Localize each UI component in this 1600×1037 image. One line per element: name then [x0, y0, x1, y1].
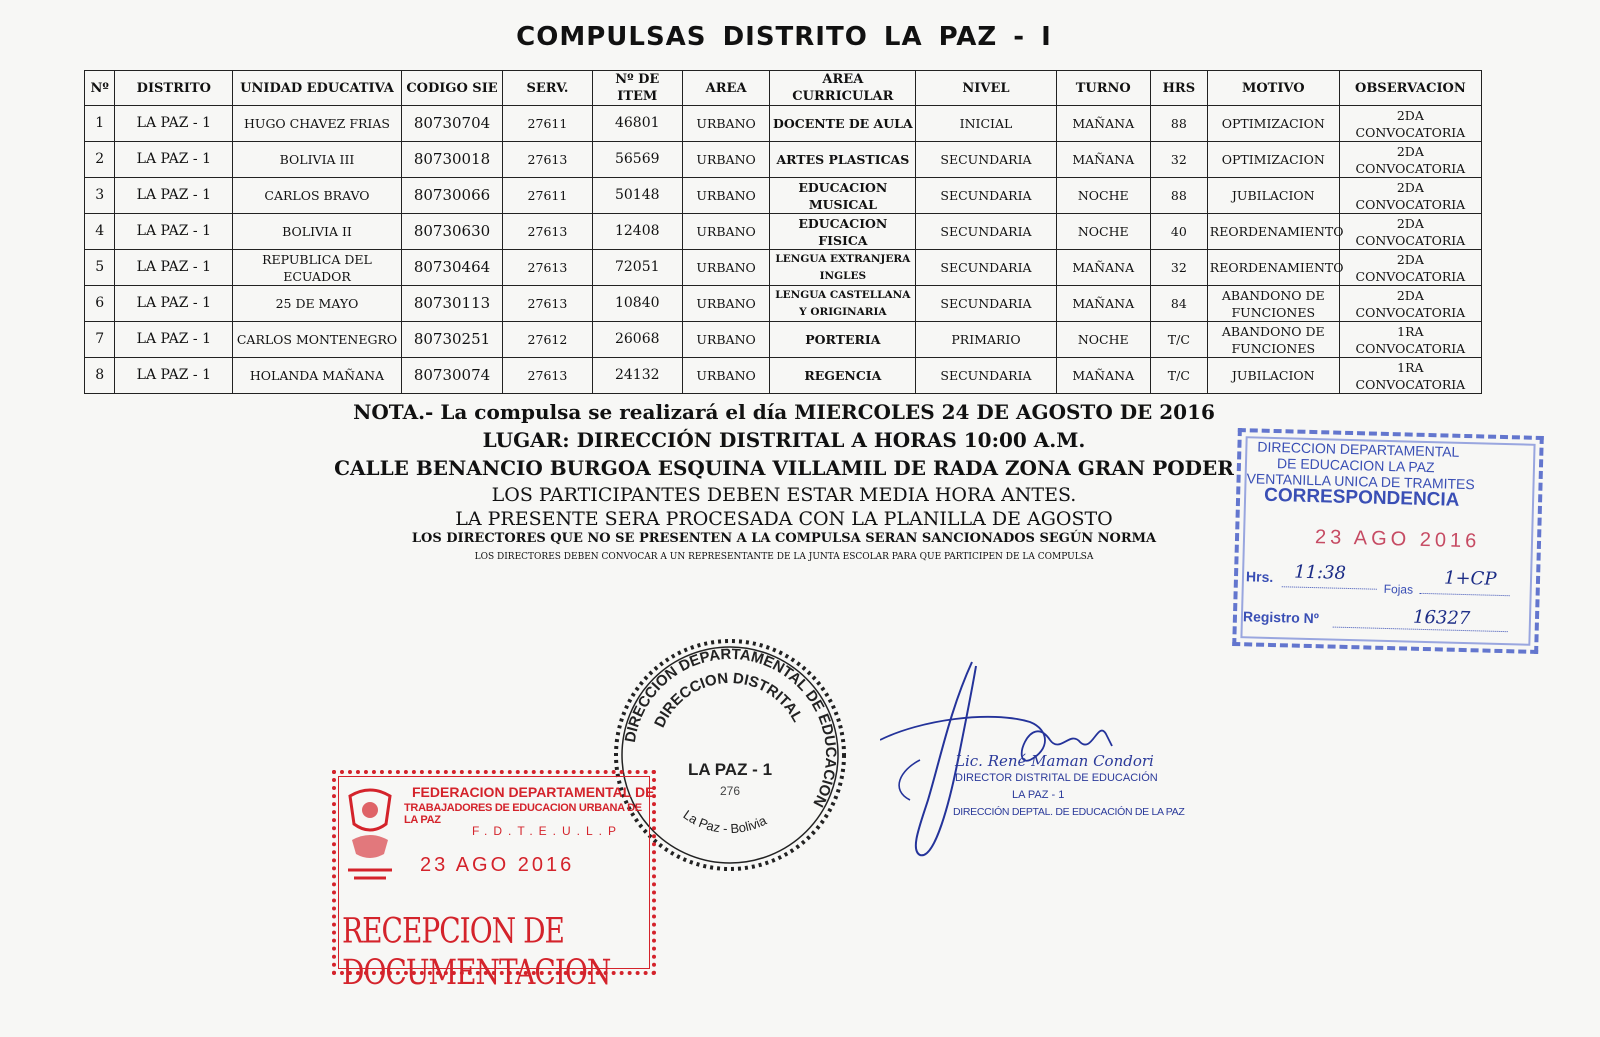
cell-codigo: 80730464 — [401, 250, 503, 286]
cell-area-curricular: REGENCIA — [770, 358, 916, 394]
column-header: MOTIVO — [1207, 71, 1339, 106]
cell-unidad: CARLOS MONTENEGRO — [233, 322, 402, 358]
cell-area-curricular: ARTES PLASTICAS — [770, 142, 916, 178]
fojas-label: Fojas — [1383, 581, 1414, 597]
note-junta: LOS DIRECTORES DEBEN CONVOCAR A UN REPRESENTANTE DE LA JUNTA ESCOLAR PARA QUE PARTICIPEN DE LA COMPULSA — [474, 552, 1094, 562]
cell-hrs: 88 — [1150, 106, 1207, 142]
cell-num: 3 — [85, 178, 115, 214]
seal-center: LA PAZ - 1 — [687, 760, 773, 779]
cell-distrito: LA PAZ - 1 — [115, 322, 233, 358]
cell-motivo: OPTIMIZACION — [1207, 142, 1339, 178]
cell-motivo: ABANDONO DE FUNCIONES — [1207, 286, 1339, 322]
cell-item: 50148 — [592, 178, 682, 214]
column-header: Nº — [85, 71, 115, 106]
table-header-row — [85, 71, 1482, 106]
cell-nivel: SECUNDARIA — [916, 286, 1056, 322]
stamp-acronym: F.D.T.E.U.L.P — [472, 824, 623, 838]
cell-area-curricular: EDUCACION MUSICAL — [770, 178, 916, 214]
cell-nivel: INICIAL — [916, 106, 1056, 142]
table-row — [85, 250, 1482, 286]
page-title: COMPULSAS DISTRITO LA PAZ - I — [516, 22, 1052, 52]
table-row — [85, 142, 1482, 178]
column-header: DISTRITO — [115, 71, 233, 106]
table-row — [85, 286, 1482, 322]
cell-distrito: LA PAZ - 1 — [115, 142, 233, 178]
cell-item: 10840 — [592, 286, 682, 322]
cell-serv: 27613 — [503, 358, 592, 394]
seal-bottom-text — [680, 807, 769, 836]
cell-area-curricular: DOCENTE DE AULA — [770, 106, 916, 142]
signatory-name: Lic. René Maman Condori — [955, 752, 1154, 770]
cell-codigo: 80730113 — [401, 286, 503, 322]
correspondence-stamp — [1232, 428, 1544, 654]
column-header: AREA CURRICULAR — [770, 71, 916, 106]
cell-observacion: 2DA CONVOCATORIA — [1339, 286, 1481, 322]
cell-observacion: 1RA CONVOCATORIA — [1339, 322, 1481, 358]
table-body — [85, 106, 1482, 394]
cell-area: URBANO — [682, 286, 769, 322]
cell-distrito: LA PAZ - 1 — [115, 250, 233, 286]
cell-hrs: 40 — [1150, 214, 1207, 250]
cell-observacion: 2DA CONVOCATORIA — [1339, 106, 1481, 142]
cell-unidad: BOLIVIA II — [233, 214, 402, 250]
cell-nivel: SECUNDARIA — [916, 214, 1056, 250]
cell-motivo: REORDENAMIENTO — [1207, 250, 1339, 286]
stamp-line: VENTANILLA UNICA DE TRAMITES — [1246, 470, 1475, 493]
cell-turno: MAÑANA — [1056, 358, 1150, 394]
cell-area: URBANO — [682, 358, 769, 394]
cell-unidad: HUGO CHAVEZ FRIAS — [233, 106, 402, 142]
cell-unidad: HOLANDA MAÑANA — [233, 358, 402, 394]
compulsas-table — [84, 70, 1482, 394]
cell-num: 1 — [85, 106, 115, 142]
cell-num: 4 — [85, 214, 115, 250]
cell-distrito: LA PAZ - 1 — [115, 358, 233, 394]
column-header: TURNO — [1056, 71, 1150, 106]
fojas-value: 1+CP — [1443, 567, 1497, 590]
cell-serv: 27613 — [503, 250, 592, 286]
cell-num: 5 — [85, 250, 115, 286]
column-header: NIVEL — [916, 71, 1056, 106]
cell-serv: 27611 — [503, 178, 592, 214]
cell-area-curricular: LENGUA EXTRANJERA INGLES — [770, 250, 916, 286]
table-row — [85, 358, 1482, 394]
cell-area-curricular: LENGUA CASTELLANA Y ORIGINARIA — [770, 286, 916, 322]
stamp-line: DIRECCION DEPARTAMENTAL — [1257, 438, 1460, 460]
cell-observacion: 2DA CONVOCATORIA — [1339, 178, 1481, 214]
cell-observacion: 2DA CONVOCATORIA — [1339, 214, 1481, 250]
stamp-line: TRABAJADORES DE EDUCACION URBANA DE LA PAZ — [404, 802, 642, 826]
cell-serv: 27613 — [503, 214, 592, 250]
cell-item: 46801 — [592, 106, 682, 142]
cell-num: 8 — [85, 358, 115, 394]
table-row — [85, 178, 1482, 214]
cell-codigo: 80730074 — [401, 358, 503, 394]
column-header: CODIGO SIE — [401, 71, 503, 106]
column-header: OBSERVACION — [1339, 71, 1481, 106]
cell-hrs: 84 — [1150, 286, 1207, 322]
cell-nivel: SECUNDARIA — [916, 178, 1056, 214]
cell-nivel: PRIMARIO — [916, 322, 1056, 358]
signatory-department: DIRECCIÓN DEPTAL. DE EDUCACIÓN DE LA PAZ — [953, 806, 1185, 818]
cell-area: URBANO — [682, 250, 769, 286]
column-header: AREA — [682, 71, 769, 106]
cell-turno: MAÑANA — [1056, 250, 1150, 286]
cell-motivo: JUBILACION — [1207, 178, 1339, 214]
seal-center-sub: 276 — [719, 784, 741, 798]
seal-bottom-path: La Paz - Bolivia — [680, 806, 769, 837]
table-row — [85, 322, 1482, 358]
cell-distrito: LA PAZ - 1 — [115, 214, 233, 250]
cell-unidad: CARLOS BRAVO — [233, 178, 402, 214]
cell-serv: 27613 — [503, 142, 592, 178]
cell-unidad: BOLIVIA III — [233, 142, 402, 178]
cell-codigo: 80730018 — [401, 142, 503, 178]
cell-area: URBANO — [682, 178, 769, 214]
stamp-reception: RECEPCION DE DOCUMENTACION — [342, 910, 611, 993]
note-arrival: LOS PARTICIPANTES DEBEN ESTAR MEDIA HORA ANTES. — [491, 484, 1077, 506]
registro-value: 16327 — [1412, 606, 1471, 630]
signatory-title: DIRECTOR DISTRITAL DE EDUCACIÓN — [955, 772, 1158, 784]
stamp-date: 23 AGO 2016 — [420, 854, 575, 876]
cell-observacion: 2DA CONVOCATORIA — [1339, 250, 1481, 286]
cell-turno: NOCHE — [1056, 322, 1150, 358]
cell-num: 7 — [85, 322, 115, 358]
cell-turno: MAÑANA — [1056, 142, 1150, 178]
hrs-label: Hrs. — [1245, 568, 1274, 586]
cell-nivel: SECUNDARIA — [916, 142, 1056, 178]
table-row — [85, 214, 1482, 250]
cell-distrito: LA PAZ - 1 — [115, 178, 233, 214]
cell-motivo: REORDENAMIENTO — [1207, 214, 1339, 250]
registro-label: Registro Nº — [1242, 608, 1320, 627]
column-header: SERV. — [503, 71, 592, 106]
note-date: NOTA.- La compulsa se realizará el día MIERCOLES 24 DE AGOSTO DE 2016 — [353, 400, 1215, 424]
seal-inner-path: DIRECCION DISTRITAL — [651, 669, 806, 731]
cell-serv: 27612 — [503, 322, 592, 358]
cell-hrs: T/C — [1150, 358, 1207, 394]
note-address: CALLE BENANCIO BURGOA ESQUINA VILLAMIL DE RADA ZONA GRAN PODER — [334, 456, 1234, 480]
note-payroll: LA PRESENTE SERA PROCESADA CON LA PLANILLA DE AGOSTO — [455, 508, 1113, 530]
cell-area-curricular: PORTERIA — [770, 322, 916, 358]
cell-area: URBANO — [682, 214, 769, 250]
column-header: HRS — [1150, 71, 1207, 106]
stamp-heading: CORRESPONDENCIA — [1263, 484, 1460, 511]
cell-area: URBANO — [682, 106, 769, 142]
cell-codigo: 80730630 — [401, 214, 503, 250]
stamp-date: 23 AGO 2016 — [1314, 526, 1481, 553]
cell-num: 2 — [85, 142, 115, 178]
cell-turno: MAÑANA — [1056, 106, 1150, 142]
seal-outer-path: DIRECCION DEPARTAMENTAL DE EDUCACION — [621, 645, 840, 810]
cell-motivo: ABANDONO DE FUNCIONES — [1207, 322, 1339, 358]
cell-area-curricular: EDUCACION FISICA — [770, 214, 916, 250]
cell-item: 24132 — [592, 358, 682, 394]
cell-item: 72051 — [592, 250, 682, 286]
note-sanction: LOS DIRECTORES QUE NO SE PRESENTEN A LA COMPULSA SERAN SANCIONADOS SEGÚN NORMA — [411, 531, 1157, 546]
cell-distrito: LA PAZ - 1 — [115, 286, 233, 322]
cell-observacion: 2DA CONVOCATORIA — [1339, 142, 1481, 178]
signatory-district: LA PAZ - 1 — [1012, 789, 1065, 801]
column-header: UNIDAD EDUCATIVA — [233, 71, 402, 106]
cell-distrito: LA PAZ - 1 — [115, 106, 233, 142]
cell-item: 12408 — [592, 214, 682, 250]
cell-hrs: 88 — [1150, 178, 1207, 214]
cell-hrs: 32 — [1150, 142, 1207, 178]
stamp-line: DE EDUCACION LA PAZ — [1276, 455, 1435, 476]
cell-unidad: 25 DE MAYO — [233, 286, 402, 322]
cell-turno: MAÑANA — [1056, 286, 1150, 322]
column-header: Nº DE ITEM — [592, 71, 682, 106]
cell-motivo: OPTIMIZACION — [1207, 106, 1339, 142]
cell-codigo: 80730066 — [401, 178, 503, 214]
cell-codigo: 80730251 — [401, 322, 503, 358]
cell-turno: NOCHE — [1056, 178, 1150, 214]
cell-area: URBANO — [682, 322, 769, 358]
cell-serv: 27611 — [503, 106, 592, 142]
cell-hrs: T/C — [1150, 322, 1207, 358]
cell-nivel: SECUNDARIA — [916, 358, 1056, 394]
cell-observacion: 1RA CONVOCATORIA — [1339, 358, 1481, 394]
cell-serv: 27613 — [503, 286, 592, 322]
cell-hrs: 32 — [1150, 250, 1207, 286]
cell-area: URBANO — [682, 142, 769, 178]
cell-num: 6 — [85, 286, 115, 322]
table-row — [85, 106, 1482, 142]
federation-emblem-icon — [342, 784, 398, 884]
cell-nivel: SECUNDARIA — [916, 250, 1056, 286]
cell-item: 26068 — [592, 322, 682, 358]
cell-turno: NOCHE — [1056, 214, 1150, 250]
federation-stamp — [332, 770, 656, 993]
cell-motivo: JUBILACION — [1207, 358, 1339, 394]
cell-item: 56569 — [592, 142, 682, 178]
cell-codigo: 80730704 — [401, 106, 503, 142]
cell-unidad: REPUBLICA DEL ECUADOR — [233, 250, 402, 286]
note-place: LUGAR: DIRECCIÓN DISTRITAL A HORAS 10:00 A.M. — [482, 428, 1086, 452]
stamp-heading: FEDERACION DEPARTAMENTAL DE — [412, 784, 655, 800]
hrs-value: 11:38 — [1293, 561, 1347, 584]
